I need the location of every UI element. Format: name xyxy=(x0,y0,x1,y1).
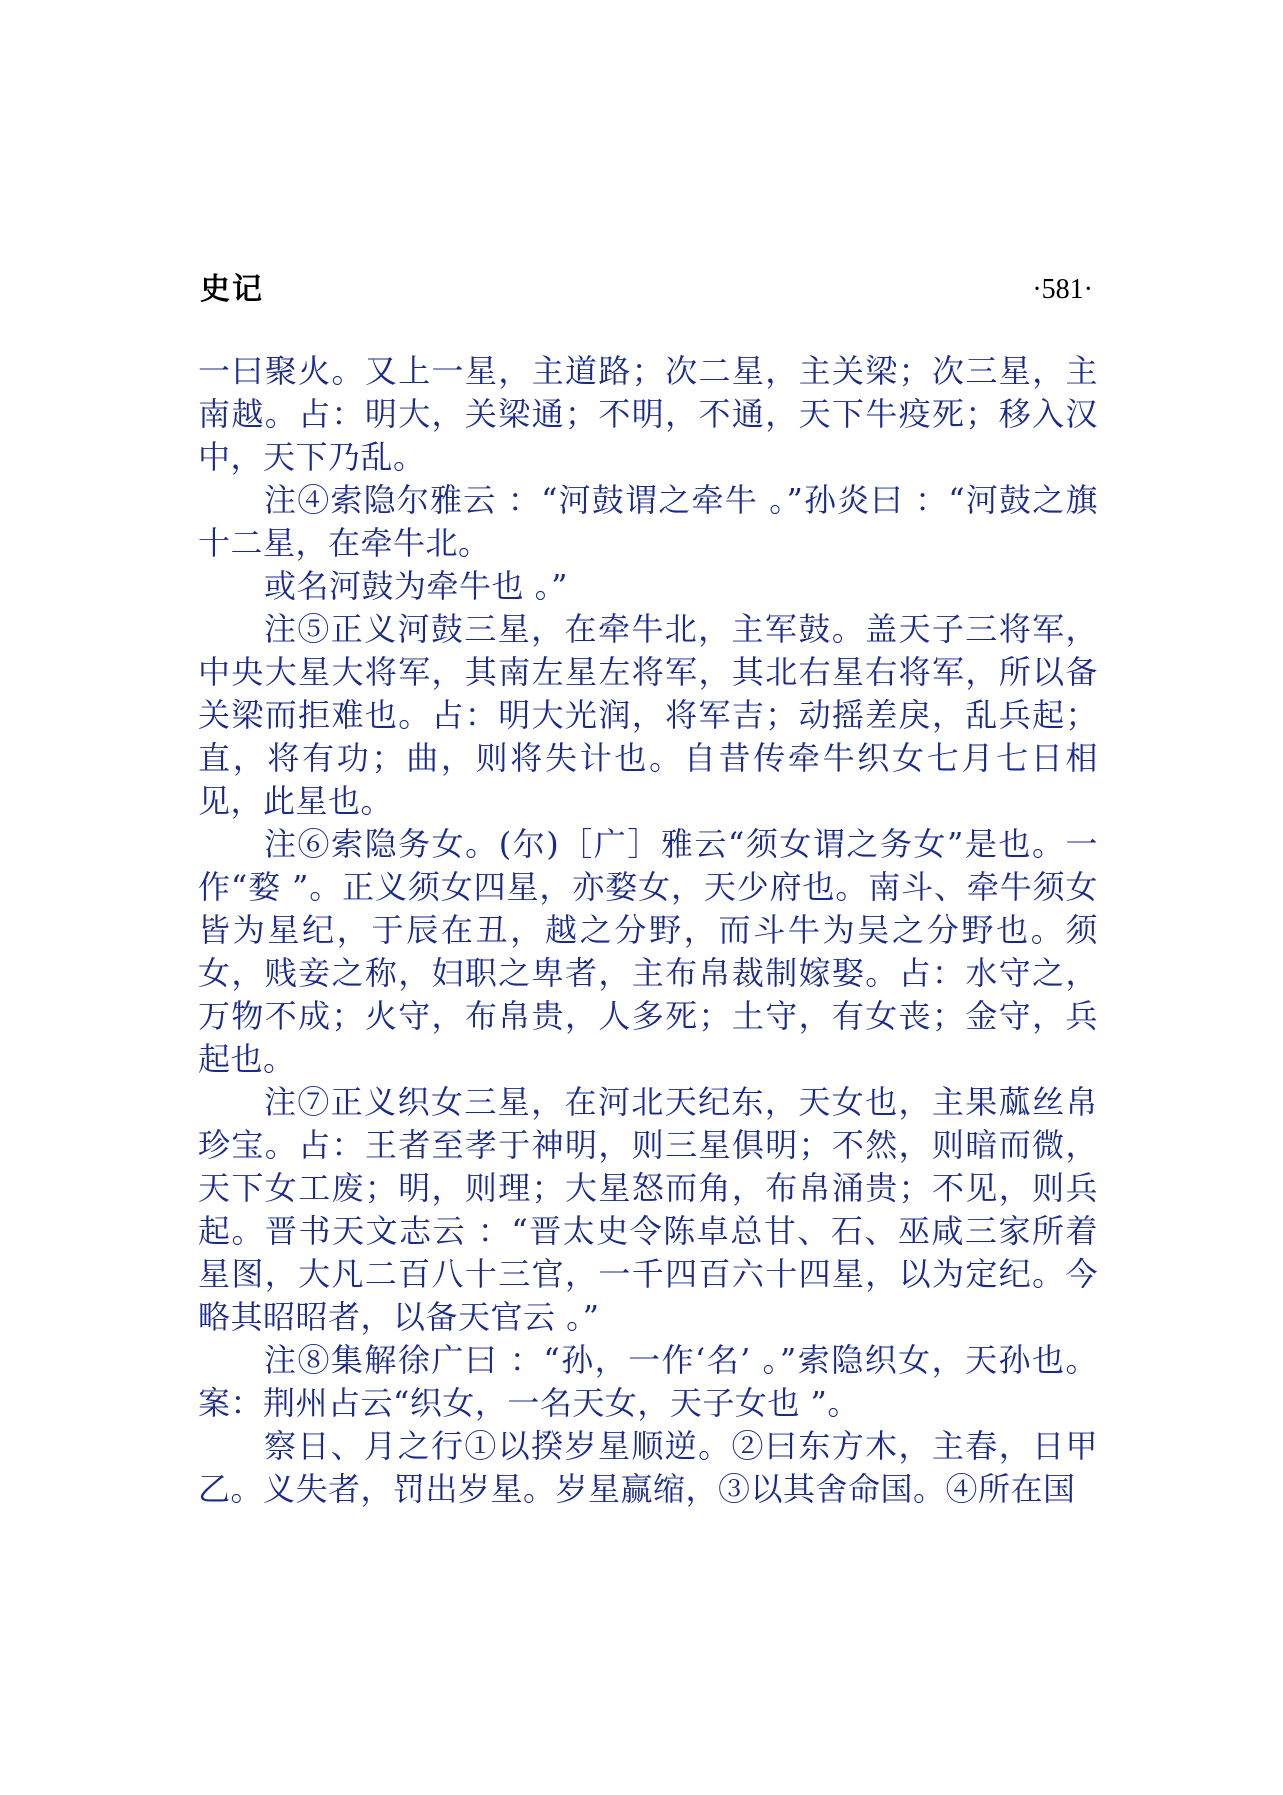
paragraph: 注⑦正义织女三星，在河北天纪东，天女也，主果蓏丝帛珍宝。占：王者至孝于神明，则三星俱明；不然，则暗而微，天下女工废；明，则理；大星怒而角，布帛涌贵；不见，则兵起。晋书天文志云 ：“晋太史令陈卓总甘、石、巫咸三家所着星图，大凡二百八十三官，一千四百六十四星，以为定纪。今略其昭昭者，以备天官云 。” xyxy=(198,1083,1098,1336)
paragraph: 注⑧集解徐广曰 ：“孙，一作‘名’ 。”索隐织女，天孙也。案：荆州占云“织女，一名天女，天子女也 ”。 xyxy=(198,1341,1098,1422)
paragraph: 或名河鼓为牵牛也 。” xyxy=(264,567,569,605)
paragraph: 察日、月之行①以揆岁星顺逆。②曰东方木，主春，日甲乙。义失者，罚出岁星。岁星赢缩，③以其舍命国。④所在国 xyxy=(198,1427,1098,1508)
paragraph: 注④索隐尔雅云 ：“河鼓谓之牵牛 。”孙炎曰 ：“河鼓之旗十二星，在牵牛北。 xyxy=(198,481,1098,562)
page-number: ·581· xyxy=(1032,274,1093,305)
running-header-title: 史记 xyxy=(200,272,264,307)
paragraph: 注⑤正义河鼓三星，在牵牛北，主军鼓。盖天子三将军，中央大星大将军，其南左星左将军，其北右星右将军，所以备关梁而拒难也。占：明大光润，将军吉；动摇差戾，乱兵起；直，将有功；曲，则将失计也。自昔传牵牛织女七月七日相见，此星也。 xyxy=(198,610,1098,820)
paragraph: 注⑥索隐务女。(尔)［广］雅云“须女谓之务女”是也。一作“婺 ”。正义须女四星，亦婺女，天少府也。南斗、牵牛须女皆为星纪，于辰在丑，越之分野，而斗牛为吴之分野也。须女，贱妾之称，妇职之卑者，主布帛裁制嫁娶。占：水守之，万物不成；火守，布帛贵，人多死；土守，有女丧；金守，兵起也。 xyxy=(198,825,1098,1078)
paragraph: 一曰聚火。又上一星，主道路；次二星，主关梁；次三星，主南越。占：明大，关梁通；不明，不通，天下牛疫死；移入汉中，天下乃乱。 xyxy=(198,352,1098,476)
body-text xyxy=(198,350,1098,1511)
